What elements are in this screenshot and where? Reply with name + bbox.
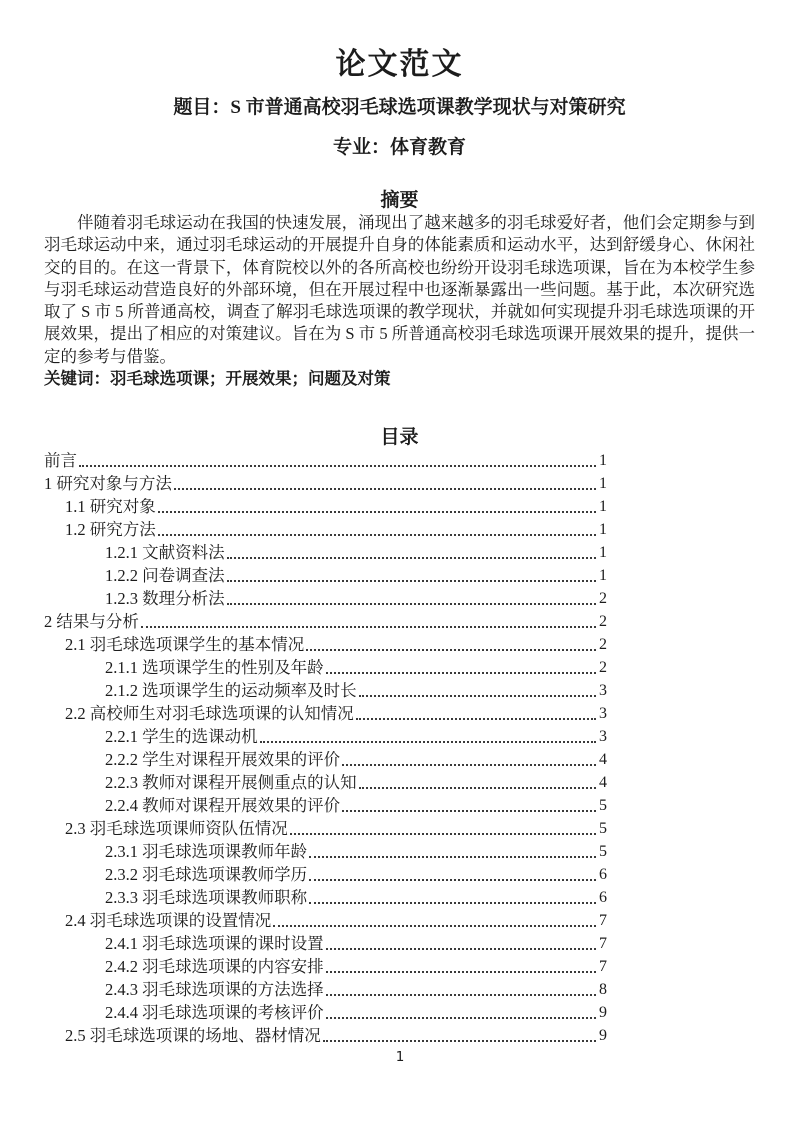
toc-entry xyxy=(44,817,607,840)
toc-dotted-leader xyxy=(356,718,596,720)
toc-entry xyxy=(44,564,607,587)
toc-entry-page-number: 1 xyxy=(599,544,607,562)
toc-entry-page-number: 1 xyxy=(599,498,607,516)
toc-entry-page-number: 2 xyxy=(599,590,607,608)
toc-entry-label: 2.4.2 羽毛球选项课的内容安排 xyxy=(105,957,324,977)
toc-entry-page-number: 2 xyxy=(599,636,607,654)
toc-dotted-leader xyxy=(342,764,596,766)
toc-entry xyxy=(44,541,607,564)
toc-dotted-leader xyxy=(359,695,596,697)
toc-entry-label: 2.1.2 选项课学生的运动频率及时长 xyxy=(105,681,357,701)
toc-entry-label: 1.2.3 数理分析法 xyxy=(105,589,225,609)
toc-entry-label: 2.1.1 选项课学生的性别及年龄 xyxy=(105,658,324,678)
toc-entry-label: 2.2.1 学生的选课动机 xyxy=(105,727,258,747)
toc-entry-label: 2 结果与分析 xyxy=(44,612,139,632)
toc-entry-page-number: 1 xyxy=(599,475,607,493)
toc-entry-label: 2.3.1 羽毛球选项课教师年龄 xyxy=(105,842,308,862)
toc-dotted-leader xyxy=(141,626,596,628)
toc-entry-label: 2.4 羽毛球选项课的设置情况 xyxy=(65,911,272,931)
abstract-heading: 摘要 xyxy=(380,190,419,211)
toc-dotted-leader xyxy=(309,856,596,858)
toc-dotted-leader xyxy=(326,672,596,674)
toc-dotted-leader xyxy=(326,994,596,996)
toc-dotted-leader xyxy=(227,603,596,605)
toc-entry xyxy=(44,449,607,472)
toc-entry-label: 2.4.1 羽毛球选项课的课时设置 xyxy=(105,934,324,954)
toc-entry-page-number: 1 xyxy=(599,521,607,539)
toc-entry xyxy=(44,679,607,702)
toc-entry xyxy=(44,656,607,679)
toc-entry xyxy=(44,1001,607,1024)
toc-entry-label: 1.2.2 问卷调查法 xyxy=(105,566,225,586)
toc-entry xyxy=(44,932,607,955)
toc-entry xyxy=(44,978,607,1001)
toc-entry xyxy=(44,886,607,909)
toc-dotted-leader xyxy=(227,580,596,582)
toc-entry-label: 前言 xyxy=(44,451,77,471)
toc-entry xyxy=(44,771,607,794)
toc-dotted-leader xyxy=(342,810,596,812)
toc-list xyxy=(44,449,607,1047)
footer-page-number: 1 xyxy=(395,1049,405,1065)
toc-dotted-leader xyxy=(290,833,596,835)
toc-entry-label: 2.1 羽毛球选项课学生的基本情况 xyxy=(65,635,305,655)
thesis-topic-line: 题目：S 市普通高校羽毛球选项课教学现状与对策研究 xyxy=(173,97,626,118)
toc-entry-page-number: 4 xyxy=(599,774,607,792)
toc-dotted-leader xyxy=(326,1017,596,1019)
toc-dotted-leader xyxy=(158,511,596,513)
toc-dotted-leader xyxy=(326,948,596,950)
toc-entry-label: 2.2.4 教师对课程开展效果的评价 xyxy=(105,796,341,816)
toc-entry xyxy=(44,518,607,541)
abstract-paragraph: 伴随着羽毛球运动在我国的快速发展，涌现出了越来越多的羽毛球爱好者，他们会定期参与到羽毛球运动中来，通过羽毛球运动的开展提升自身的体能素质和运动水平，达到舒缓身心、休闲社交的目的。在这一背景下，体育院校以外的各所高校也纷纷开设羽毛球选项课，旨在为本校学生参与羽毛球运动营造良好的外部环境，但在开展过程中也逐渐暴露出一些问题。基于此，本次研究选取了 S 市 5 所普通高校，调查了解羽毛球选项课的教学现状，并就如何实现提升羽毛球选项课的开展效果，提出了相应的对策建议。旨在为 S 市 5 所普通高校羽毛球选项课开展效果的提升，提供一定的参考与借鉴。 xyxy=(44,213,755,366)
toc-entry-page-number: 6 xyxy=(599,866,607,884)
toc-entry-page-number: 9 xyxy=(599,1027,607,1045)
toc-dotted-leader xyxy=(174,488,596,490)
toc-entry xyxy=(44,1024,607,1047)
toc-entry-page-number: 1 xyxy=(599,567,607,585)
toc-dotted-leader xyxy=(306,649,596,651)
thesis-major-line: 专业：体育教育 xyxy=(332,137,466,158)
toc-entry-page-number: 5 xyxy=(599,843,607,861)
toc-entry xyxy=(44,495,607,518)
toc-entry-label: 2.4.4 羽毛球选项课的考核评价 xyxy=(105,1003,324,1023)
toc-entry xyxy=(44,587,607,610)
toc-entry-page-number: 7 xyxy=(599,958,607,976)
toc-entry-page-number: 7 xyxy=(599,935,607,953)
toc-entry-page-number: 2 xyxy=(599,659,607,677)
toc-entry-page-number: 4 xyxy=(599,751,607,769)
subtitle-block xyxy=(44,88,755,168)
toc-entry-label: 2.2.2 学生对课程开展效果的评价 xyxy=(105,750,341,770)
keywords-line: 关键词：羽毛球选项课；开展效果；问题及对策 xyxy=(44,369,391,389)
toc-entry-page-number: 3 xyxy=(599,682,607,700)
toc-entry-page-number: 5 xyxy=(599,820,607,838)
toc-entry xyxy=(44,863,607,886)
toc-entry-page-number: 3 xyxy=(599,705,607,723)
toc-entry xyxy=(44,840,607,863)
toc-entry-page-number: 9 xyxy=(599,1004,607,1022)
toc-entry-page-number: 1 xyxy=(599,452,607,470)
toc-entry-label: 2.5 羽毛球选项课的场地、器材情况 xyxy=(65,1026,321,1046)
toc-entry-label: 2.2.3 教师对课程开展侧重点的认知 xyxy=(105,773,357,793)
toc-dotted-leader xyxy=(309,879,596,881)
toc-entry xyxy=(44,955,607,978)
toc-entry-label: 1 研究对象与方法 xyxy=(44,474,172,494)
toc-dotted-leader xyxy=(326,971,596,973)
toc-entry xyxy=(44,702,607,725)
toc-entry-label: 2.2 高校师生对羽毛球选项课的认知情况 xyxy=(65,704,354,724)
toc-entry-label: 2.3.3 羽毛球选项课教师职称 xyxy=(105,888,308,908)
toc-entry-page-number: 3 xyxy=(599,728,607,746)
toc-entry-page-number: 5 xyxy=(599,797,607,815)
toc-entry xyxy=(44,748,607,771)
toc-entry xyxy=(44,472,607,495)
toc-dotted-leader xyxy=(79,465,596,467)
toc-dotted-leader xyxy=(260,741,596,743)
toc-dotted-leader xyxy=(323,1040,596,1042)
toc-dotted-leader xyxy=(227,557,596,559)
toc-entry-label: 1.2.1 文献资料法 xyxy=(105,543,225,563)
toc-heading: 目录 xyxy=(380,427,419,449)
toc-entry-label: 2.3 羽毛球选项课师资队伍情况 xyxy=(65,819,288,839)
toc-entry-label: 1.2 研究方法 xyxy=(65,520,156,540)
toc-entry-label: 2.4.3 羽毛球选项课的方法选择 xyxy=(105,980,324,1000)
toc-entry-page-number: 8 xyxy=(599,981,607,999)
toc-entry-page-number: 6 xyxy=(599,889,607,907)
toc-entry-page-number: 2 xyxy=(599,613,607,631)
toc-dotted-leader xyxy=(158,534,596,536)
toc-dotted-leader xyxy=(273,925,596,927)
toc-entry xyxy=(44,633,607,656)
toc-entry xyxy=(44,794,607,817)
toc-entry-page-number: 7 xyxy=(599,912,607,930)
toc-dotted-leader xyxy=(309,902,596,904)
toc-entry xyxy=(44,725,607,748)
toc-dotted-leader xyxy=(359,787,596,789)
document-title: 论文范文 xyxy=(335,48,464,81)
toc-entry-label: 2.3.2 羽毛球选项课教师学历 xyxy=(105,865,308,885)
toc-entry xyxy=(44,610,607,633)
toc-entry-label: 1.1 研究对象 xyxy=(65,497,156,517)
toc-entry xyxy=(44,909,607,932)
